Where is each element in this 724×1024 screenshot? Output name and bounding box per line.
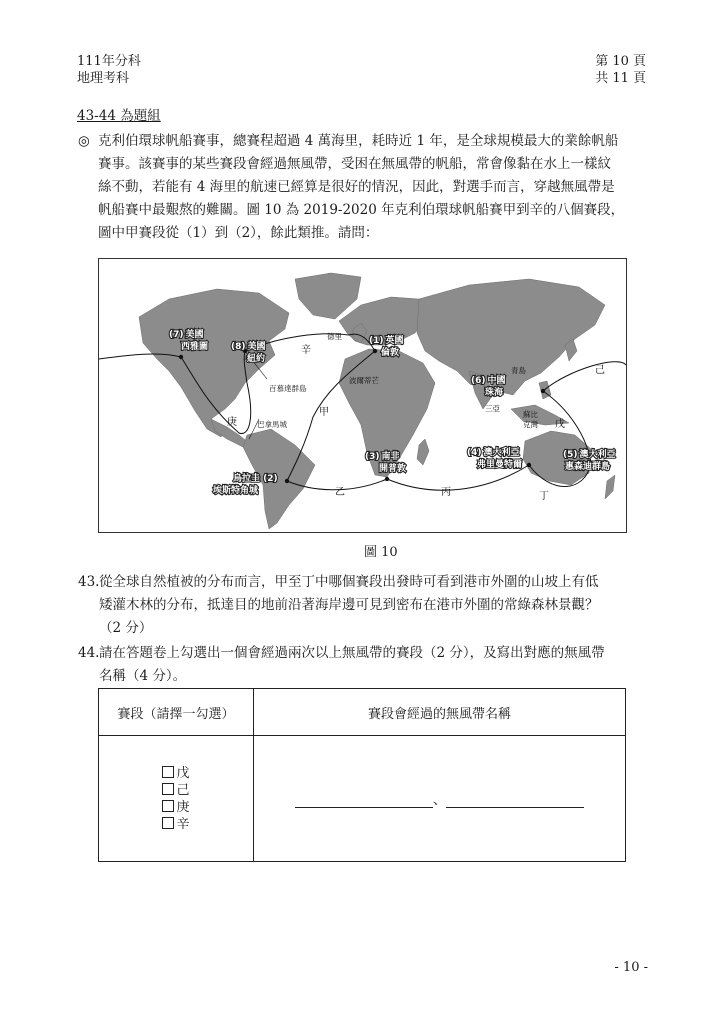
segment-option-wu[interactable] xyxy=(162,765,189,782)
table-header-segment: 賽段（請擇一勾選） xyxy=(99,689,254,736)
landmass-asia xyxy=(417,279,605,395)
port-label-4a: (4) 澳大利亞 xyxy=(467,448,520,458)
port-label-8a: (8) 美國 xyxy=(231,342,266,352)
segment-label-bing: 丙 xyxy=(441,487,451,498)
checkbox-icon[interactable] xyxy=(162,783,174,795)
q44-line: 名稱（4 分）。 xyxy=(99,668,187,684)
port-label-5b: 惠森迪群島 xyxy=(565,462,611,472)
q43-number: 43. xyxy=(78,574,100,590)
landmass-europe xyxy=(339,297,429,345)
place-label-sanya: 三亞 xyxy=(485,404,500,413)
port-marker-4 xyxy=(527,463,531,467)
port-label-7b: 西雅圖 xyxy=(181,342,209,352)
place-label-subic-2: 克灣 xyxy=(523,420,538,429)
checkbox-icon[interactable] xyxy=(162,817,174,829)
port-marker-6 xyxy=(541,389,545,393)
route-map-svg xyxy=(99,259,626,532)
place-label-subic-1: 蘇比 xyxy=(523,410,538,419)
segment-option-label: 庚 xyxy=(176,799,190,815)
port-label-2a: 烏拉圭 (2) xyxy=(233,474,278,484)
landmass-philippines xyxy=(539,381,551,399)
intro-mark: ◎ xyxy=(78,133,90,149)
subject-name: 地理考科 xyxy=(77,71,130,86)
port-label-5a: (5) 澳大利亞 xyxy=(563,450,616,460)
segment-option-label: 辛 xyxy=(176,816,190,832)
port-label-6b: 珠海 xyxy=(485,388,504,398)
answer-separator: 、 xyxy=(432,793,446,808)
checkbox-icon[interactable] xyxy=(162,800,174,812)
figure-world-map xyxy=(98,258,627,533)
intro-line: 賽事。該賽事的某些賽段會經過無風帶，受困在無風帶的帆船，常會像黏在水上一樣紋 xyxy=(98,156,611,172)
subject-year: 111年分科 xyxy=(77,54,141,69)
port-marker-3 xyxy=(385,477,389,481)
calm-zone-answer-cell xyxy=(254,736,626,862)
table-header-calm-zone: 賽段會經過的無風帶名稱 xyxy=(254,689,626,736)
segment-label-wu: 戊 xyxy=(555,419,565,430)
intro-paragraph xyxy=(98,130,638,245)
segment-label-geng: 庚 xyxy=(227,417,237,428)
segment-option-label: 己 xyxy=(176,782,190,798)
port-marker-2 xyxy=(285,479,289,483)
q43-text xyxy=(99,571,644,640)
place-label-panama: 巴拿馬城 xyxy=(257,420,287,429)
segment-option-label: 戊 xyxy=(176,765,190,781)
segment-label-jia: 甲 xyxy=(319,407,329,418)
port-label-4b: 弗里曼特爾 xyxy=(477,460,523,470)
port-label-3a: (3) 南非 xyxy=(365,452,400,462)
landmass-madagascar xyxy=(417,439,429,465)
place-label-qingdao: 青島 xyxy=(511,366,526,375)
port-label-3b: 開普敦 xyxy=(379,464,407,474)
figure-caption: 圖 10 xyxy=(364,545,398,560)
total-pages-label: 共 11 頁 xyxy=(595,71,646,86)
intro-line: 帆船賽中最艱熬的難關。圖 10 為 2019-2020 年克利伯環球帆船賽甲到辛的八個賽段， xyxy=(98,202,625,218)
port-label-8b: 紐約 xyxy=(247,354,266,364)
page-number: - 10 - xyxy=(614,960,648,975)
page-label: 第 10 頁 xyxy=(595,54,646,69)
segment-label-xin: 辛 xyxy=(301,345,311,356)
segment-option-geng[interactable] xyxy=(162,799,189,816)
question-group-title: 43-44 為題組 xyxy=(77,108,161,124)
segment-label-ji: 己 xyxy=(595,365,605,376)
port-label-1b: 倫敦 xyxy=(381,348,400,358)
q44-text xyxy=(99,642,644,688)
landmass-new-zealand xyxy=(605,475,615,499)
port-label-6a: (6) 中國 xyxy=(471,376,506,386)
q44-number: 44. xyxy=(78,645,100,661)
q44-line: 請在答題卷上勾選出一個會經過兩次以上無風帶的賽段（2 分），及寫出對應的無風帶 xyxy=(99,645,605,661)
place-label-derry: 德里 xyxy=(327,332,342,341)
port-marker-1 xyxy=(373,349,377,353)
answer-table xyxy=(98,688,626,862)
segment-checkbox-group xyxy=(162,765,189,833)
q43-line: （2 分） xyxy=(99,620,153,636)
segment-label-yi: 乙 xyxy=(335,487,345,498)
q43-line: 從全球自然植被的分布而言，甲至丁中哪個賽段出發時可看到港市外圍的山坡上有低 xyxy=(99,574,599,590)
segment-label-ding: 丁 xyxy=(539,491,549,502)
calm-zone-answer-blank-2[interactable] xyxy=(446,793,584,808)
checkbox-icon[interactable] xyxy=(162,766,174,778)
landmass-north-america xyxy=(139,289,289,437)
calm-zone-answer-blank-1[interactable] xyxy=(295,793,433,808)
port-label-2b: 埃斯特角城 xyxy=(213,486,259,496)
intro-line: 克利伯環球帆船賽事，總賽程超過 4 萬海里，耗時近 1 年，是全球規模最大的業餘帆船 xyxy=(98,133,619,149)
port-marker-7 xyxy=(179,355,183,359)
port-label-1a: (1) 英國 xyxy=(369,336,404,346)
segment-option-ji[interactable] xyxy=(162,782,189,799)
port-label-7a: (7) 美國 xyxy=(169,330,204,340)
intro-line: 圖中甲賽段從（1）到（2），餘此類推。請問： xyxy=(98,225,379,241)
place-label-portimao: 波爾蒂芒 xyxy=(349,376,379,385)
segment-option-xin[interactable] xyxy=(162,816,189,833)
q43-line: 矮灌木林的分布，抵達目的地前沿著海岸邊可見到密布在港市外圍的常綠森林景觀？ xyxy=(99,597,599,613)
segment-options-cell xyxy=(99,736,254,862)
intro-line: 絲不動，若能有 4 海里的航速已經算是很好的情況，因此，對選手而言，穿越無風帶是 xyxy=(98,179,615,195)
place-label-bermuda: 百慕達群島 xyxy=(269,384,307,393)
